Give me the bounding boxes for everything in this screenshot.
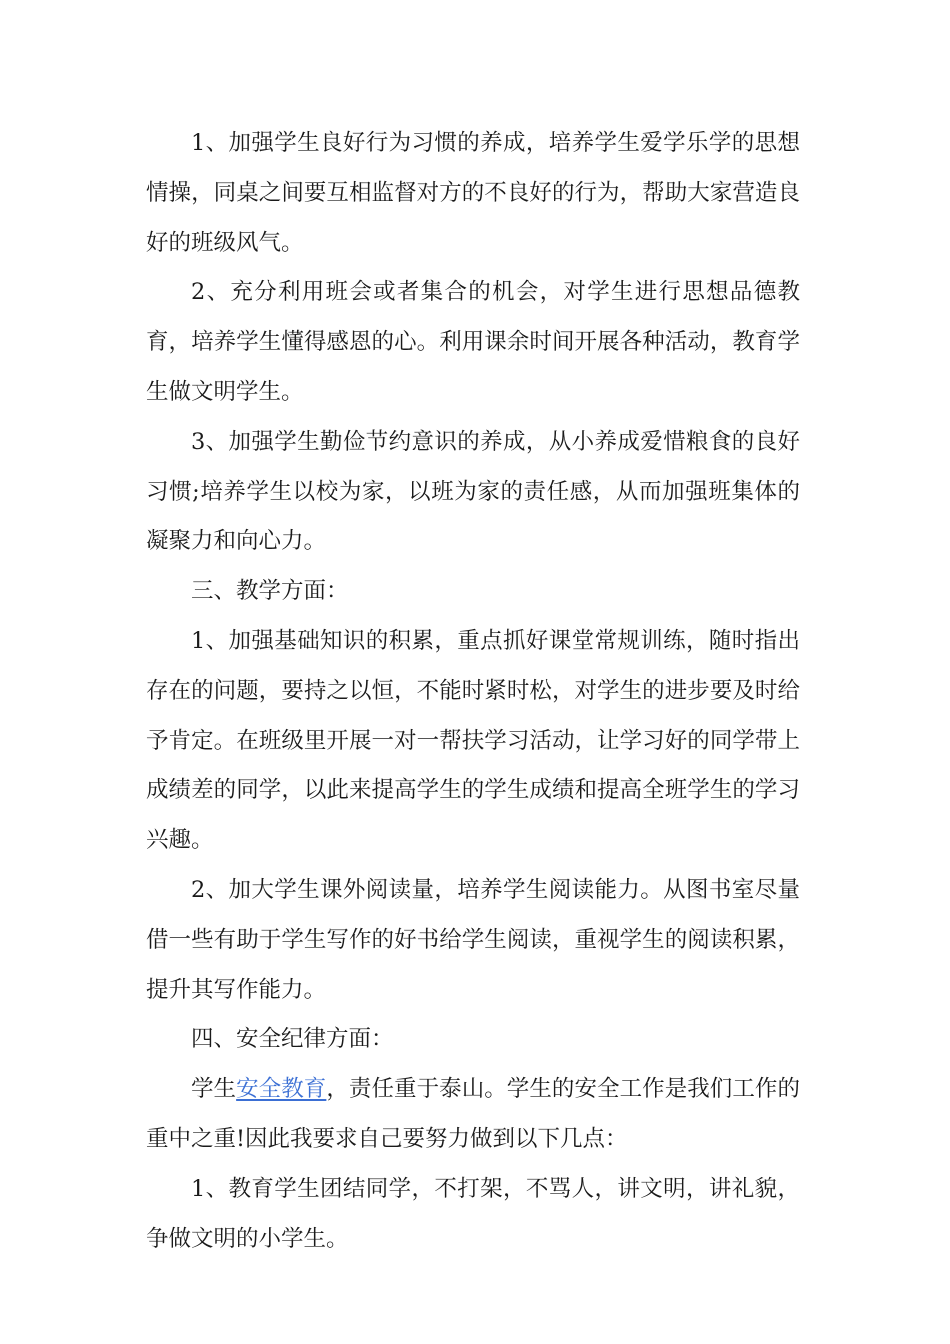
paragraph-4: 1、加强基础知识的积累，重点抓好课堂常规训练，随时指出存在的问题，要持之以恒，不能时紧时松，对学生的进步要及时给予肯定。在班级里开展一对一帮扶学习活动，让学习好的同学带上成绩差的同学，以此来提高学生的学生成绩和提高全班学生的学习兴趣。 [146, 627, 800, 854]
section-heading-teaching: 三、教学方面： [191, 578, 349, 605]
paragraph-6-start: 学生 [191, 1076, 237, 1103]
paragraph-3: 3、加强学生勤俭节约意识的养成，从小养成爱惜粮食的良好习惯;培养学生以校为家，以班为家的责任感，从而加强班集体的凝聚力和向心力。 [146, 428, 800, 555]
paragraph-6-rest: ，责任重于泰山。学生的安全工作是我们工作的重中之重!因此我要求自己要努力做到以下几点： [146, 1076, 800, 1152]
section-heading-safety: 四、安全纪律方面： [191, 1026, 394, 1053]
paragraph-2: 2、充分利用班会或者集合的机会，对学生进行思想品德教育，培养学生懂得感恩的心。利用课余时间开展各种活动，教育学生做文明学生。 [146, 279, 800, 405]
paragraph-7: 1、教育学生团结同学，不打架，不骂人，讲文明，讲礼貌，争做文明的小学生。 [146, 1175, 800, 1252]
paragraph-5: 2、加大学生课外阅读量，培养学生阅读能力。从图书室尽量借一些有助于学生写作的好书给学生阅读，重视学生的阅读积累，提升其写作能力。 [146, 876, 800, 1003]
safety-education-link[interactable]: 安全教育 [236, 1076, 327, 1103]
paragraph-1: 1、加强学生良好行为习惯的养成，培养学生爱学乐学的思想情操，同桌之间要互相监督对方的不良好的行为，帮助大家营造良好的班级风气。 [146, 130, 800, 256]
paragraph-6 [146, 1065, 800, 1165]
